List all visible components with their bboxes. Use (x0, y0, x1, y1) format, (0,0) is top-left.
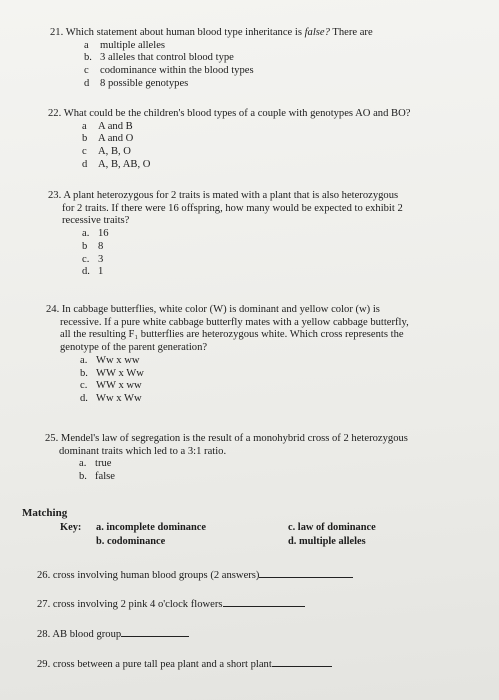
option-a: a multiple alleles (84, 39, 166, 51)
answer-blank[interactable] (259, 568, 353, 578)
option-a: a A and B (82, 120, 133, 132)
question-text: all the resulting F₁ butterflies are heterozygous white. Which cross represents the (60, 329, 404, 341)
question-21 (50, 27, 480, 91)
item-number: 27. (37, 599, 51, 610)
answer-blank[interactable] (223, 597, 305, 607)
matching-item-26 (37, 568, 353, 583)
option-c: c codominance within the blood types (84, 65, 254, 77)
question-text: In cabbage butterflies, white color (W) is dominant and yellow color (w) is (61, 304, 380, 315)
matching-item-28 (37, 627, 189, 642)
option-b: b. WW x Ww (80, 367, 144, 379)
question-number: 21. (50, 27, 64, 38)
question-25 (45, 433, 491, 484)
key-option-d: d. multiple alleles (288, 536, 366, 547)
option-c: c. 3 (82, 253, 104, 265)
question-number: 24. (46, 304, 60, 315)
question-emphasis: false? (304, 27, 330, 38)
option-d: d. 1 (82, 266, 104, 278)
question-text-end: There are (329, 27, 373, 38)
question-21-text (50, 27, 480, 40)
option-d: d A, B, AB, O (82, 158, 151, 170)
question-text: recessive traits? (62, 215, 130, 227)
question-22-text (48, 108, 488, 121)
item-number: 29. (37, 659, 51, 670)
question-text: recessive. If a pure white cabbage butterfly mates with a yellow cabbage butterfly, (60, 316, 409, 328)
key-option-b: b. codominance (96, 536, 166, 547)
matching-item-27 (37, 597, 305, 612)
option-d: d. Ww x Ww (80, 392, 142, 404)
option-b: b. 3 alleles that control blood type (84, 52, 234, 64)
item-text: cross involving 2 pink 4 o'clock flowers (52, 599, 223, 610)
option-d: d 8 possible genotypes (84, 77, 189, 89)
question-23 (48, 190, 488, 279)
option-c: c. WW x ww (80, 380, 142, 392)
item-text: AB blood group (52, 629, 122, 640)
key-label: Key: (60, 522, 82, 533)
question-text: Mendel's law of segregation is the result of a monohybrid cross of 2 heterozygous (60, 433, 408, 444)
question-23-text (48, 190, 488, 203)
question-text: for 2 traits. If there were 16 offspring, how many would be expected to exhibit 2 (62, 202, 403, 214)
option-a: a. true (79, 458, 112, 470)
answer-blank[interactable] (272, 657, 332, 667)
question-number: 22. (48, 108, 62, 119)
item-text: cross involving human blood groups (2 answers) (52, 570, 260, 581)
option-b: b. false (79, 471, 115, 483)
option-b: b A and O (82, 133, 134, 145)
question-25-text (45, 433, 491, 446)
matching-heading: Matching (22, 507, 68, 519)
option-a: a. 16 (82, 228, 109, 240)
matching-item-29 (37, 657, 332, 672)
option-c: c A, B, O (82, 146, 131, 158)
answer-blank[interactable] (121, 627, 189, 637)
item-text: cross between a pure tall pea plant and a short plant (52, 659, 272, 670)
question-number: 25. (45, 433, 59, 444)
question-text: What could be the children's blood types of a couple with genotypes AO and BO? (63, 108, 411, 119)
question-22 (48, 108, 488, 172)
key-option-c: c. law of dominance (288, 522, 376, 533)
option-a: a. Ww x ww (80, 354, 140, 366)
question-number: 23. (48, 190, 62, 201)
question-text: Which statement about human blood type inheritance is (65, 27, 305, 38)
question-text: genotype of the parent generation? (60, 342, 208, 354)
option-b: b 8 (82, 240, 104, 252)
question-text: dominant traits which led to a 3:1 ratio. (59, 445, 227, 457)
item-number: 26. (37, 570, 51, 581)
question-24 (46, 304, 490, 406)
question-text: A plant heterozygous for 2 traits is mated with a plant that is also heterozygous (63, 190, 399, 201)
key-option-a: a. incomplete dominance (96, 522, 206, 533)
question-24-text (46, 304, 490, 317)
item-number: 28. (37, 629, 51, 640)
